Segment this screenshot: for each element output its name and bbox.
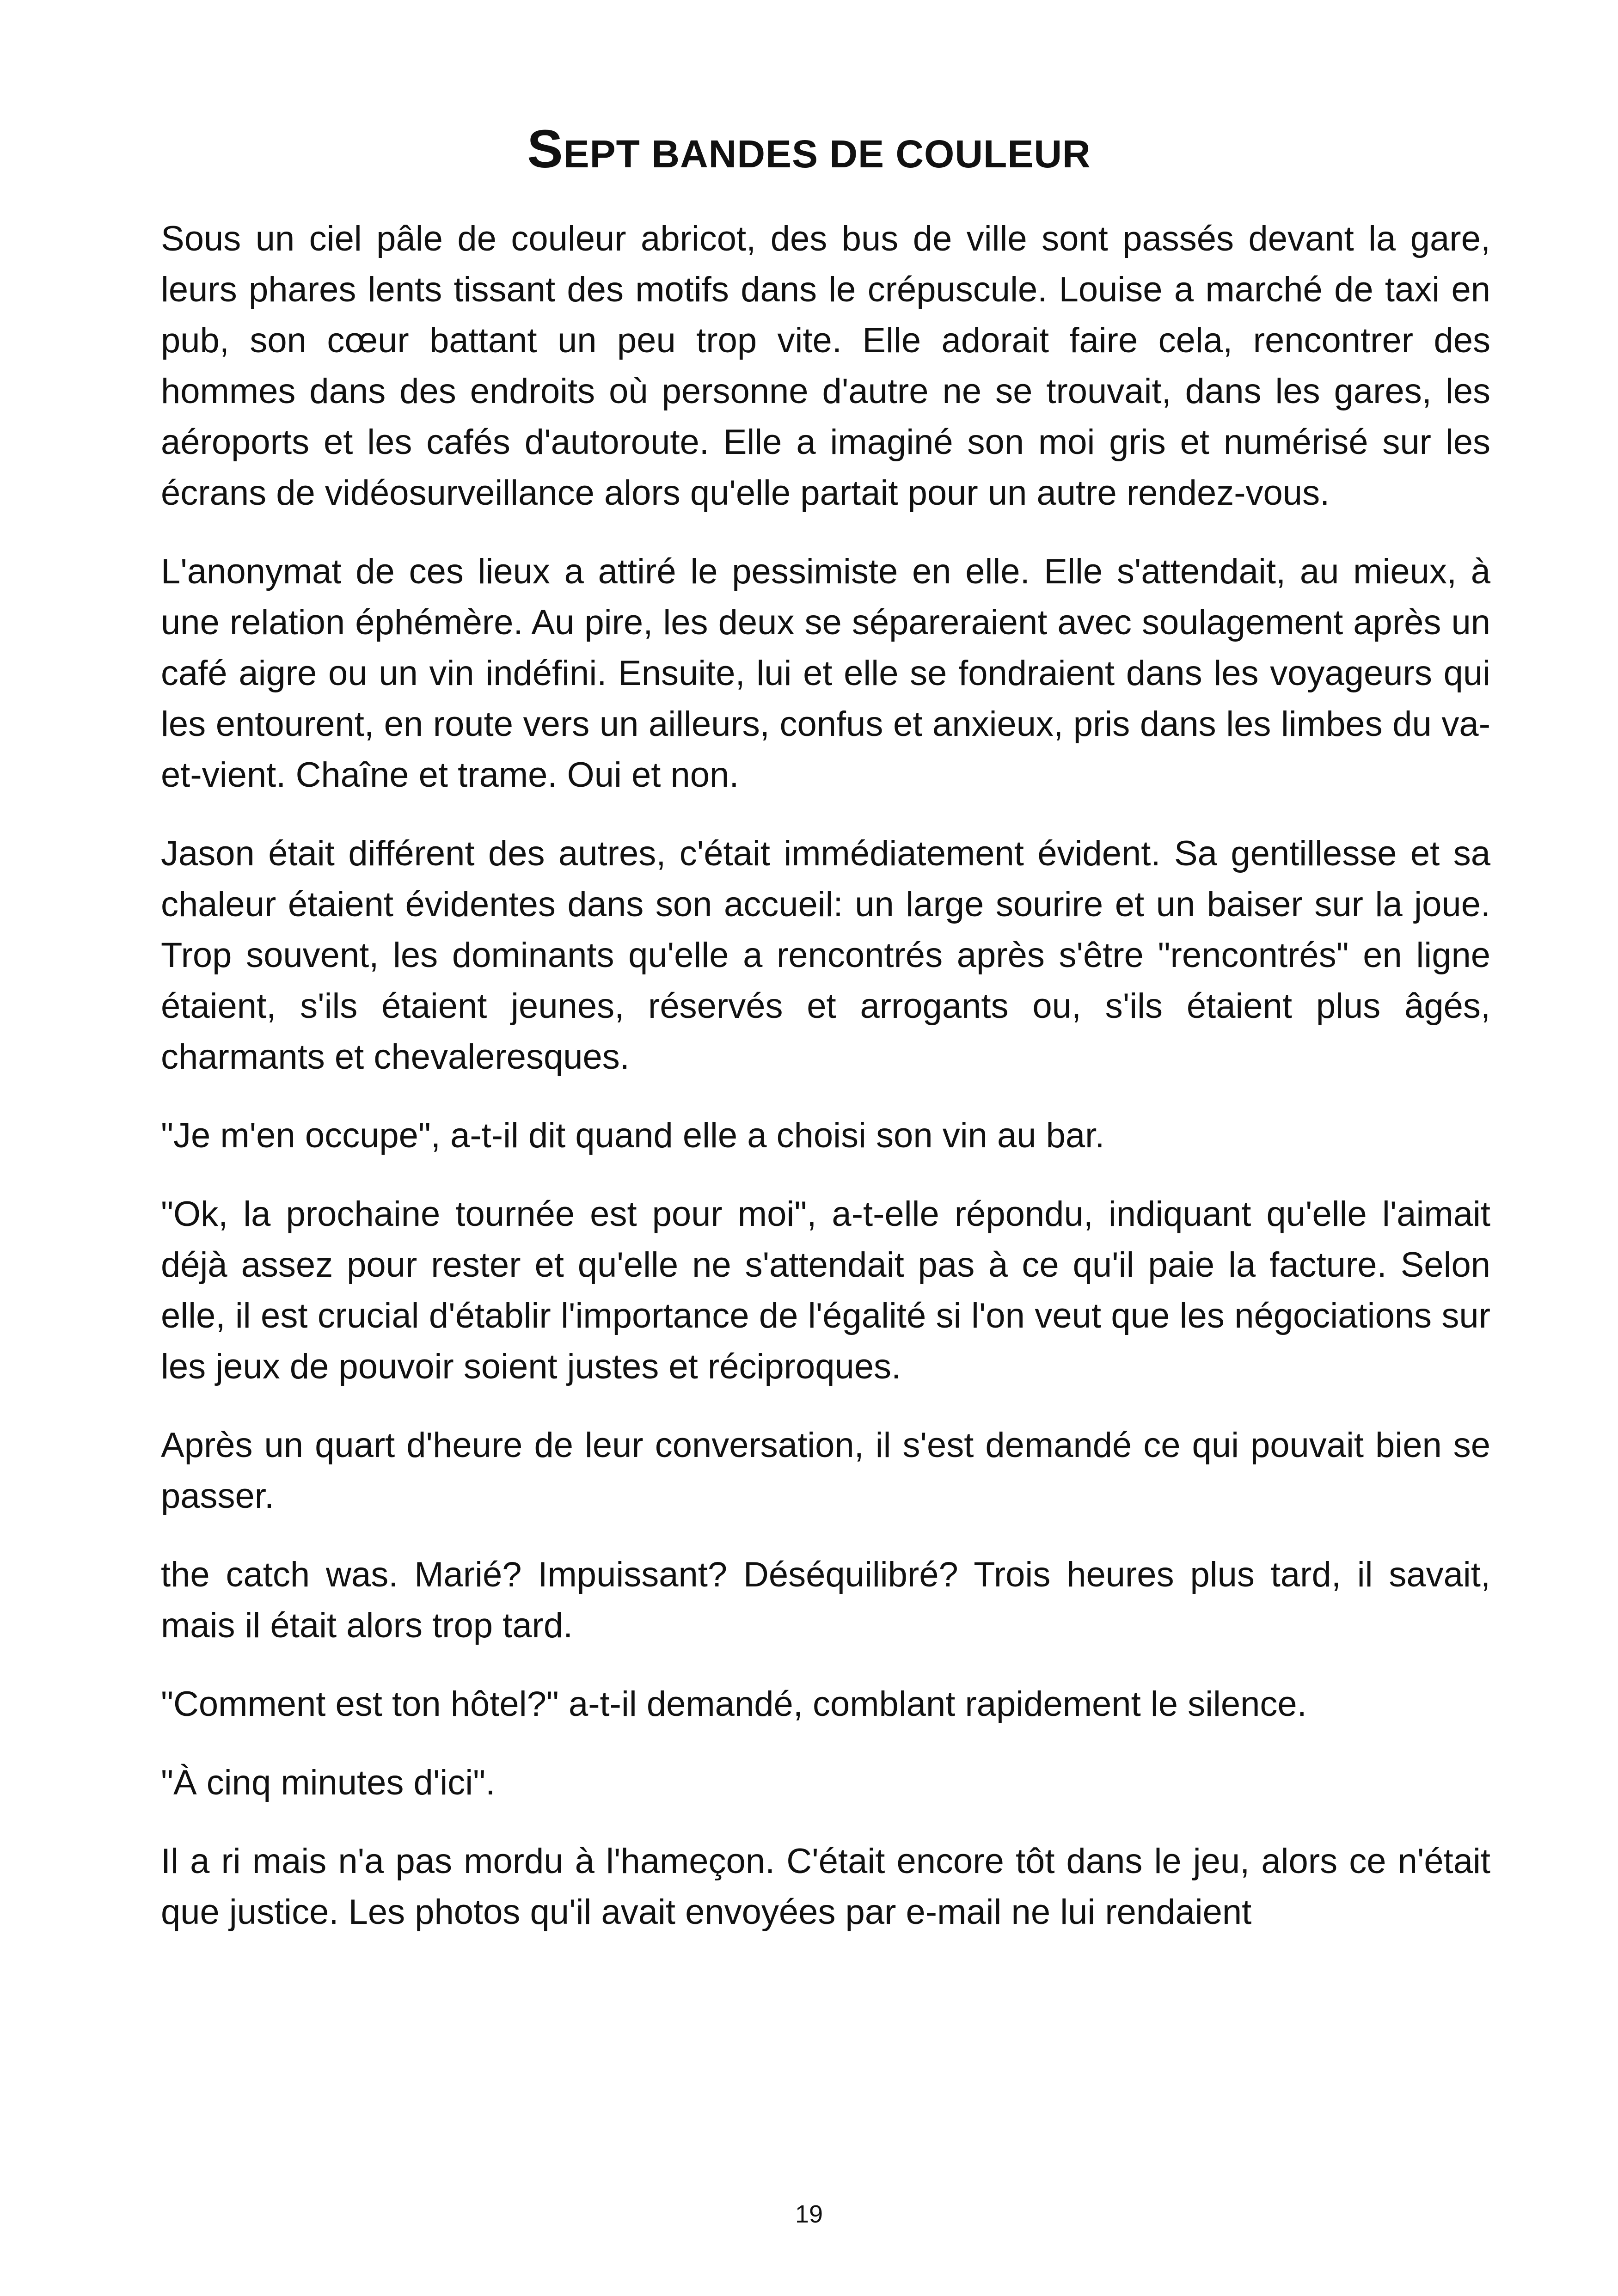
- page-number: 19: [795, 2200, 823, 2228]
- paragraph: Jason était différent des autres, c'était immédiatement évident. Sa gentillesse et sa chaleur étaient évidentes dans son accueil: un large sourire et un baiser sur la joue. Trop souvent, les dominants qu'elle a rencontrés après s'être "rencontrés" en ligne étaient, s'ils étaient jeunes, réservés et arrogants ou, s'ils étaient plus âgés, charmants et chevaleresques.: [161, 834, 1490, 1077]
- chapter-title-initial: S: [527, 119, 564, 179]
- paragraph: "Comment est ton hôtel?" a-t-il demandé, comblant rapidement le silence.: [161, 1684, 1307, 1724]
- chapter-title-rest: EPT BANDES DE COULEUR: [563, 132, 1091, 176]
- paragraph: Il a ri mais n'a pas mordu à l'hameçon. C'était encore tôt dans le jeu, alors ce n'était que justice. Les photos qu'il avait envoyées par e-mail ne lui rendaient: [161, 1842, 1490, 1932]
- paragraph: "Je m'en occupe", a-t-il dit quand elle a choisi son vin au bar.: [161, 1116, 1105, 1155]
- chapter-title: [0, 121, 1618, 182]
- body-text: [161, 214, 1490, 1965]
- paragraph: Après un quart d'heure de leur conversation, il s'est demandé ce qui pouvait bien se passer.: [161, 1426, 1490, 1516]
- paragraph: Sous un ciel pâle de couleur abricot, des bus de ville sont passés devant la gare, leurs phares lents tissant des motifs dans le crépuscule. Louise a marché de taxi en pub, son cœur battant un peu trop vite. Elle adorait faire cela, rencontrer des hommes dans des endroits où personne d'autre ne se trouvait, dans les gares, les aéroports et les cafés d'autoroute. Elle a imaginé son moi gris et numérisé sur les écrans de vidéosurveillance alors qu'elle partait pour un autre rendez-vous.: [161, 219, 1490, 513]
- paragraph: "Ok, la prochaine tournée est pour moi", a-t-elle répondu, indiquant qu'elle l'aimait déjà assez pour rester et qu'elle ne s'attendait pas à ce qu'il paie la facture. Selon elle, il est crucial d'établir l'importance de l'égalité si l'on veut que les négociations sur les jeux de pouvoir soient justes et réciproques.: [161, 1194, 1490, 1386]
- paragraph: L'anonymat de ces lieux a attiré le pessimiste en elle. Elle s'attendait, au mieux, à une relation éphémère. Au pire, les deux se sépareraient avec soulagement après un café aigre ou un vin indéfini. Ensuite, lui et elle se fondraient dans les voyageurs qui les entourent, en route vers un ailleurs, confus et anxieux, pris dans les limbes du va-et-vient. Chaîne et trame. Oui et non.: [161, 552, 1490, 795]
- paragraph: "À cinq minutes d'ici".: [161, 1763, 496, 1802]
- paragraph: the catch was. Marié? Impuissant? Déséquilibré? Trois heures plus tard, il savait, mais il était alors trop tard.: [161, 1555, 1490, 1645]
